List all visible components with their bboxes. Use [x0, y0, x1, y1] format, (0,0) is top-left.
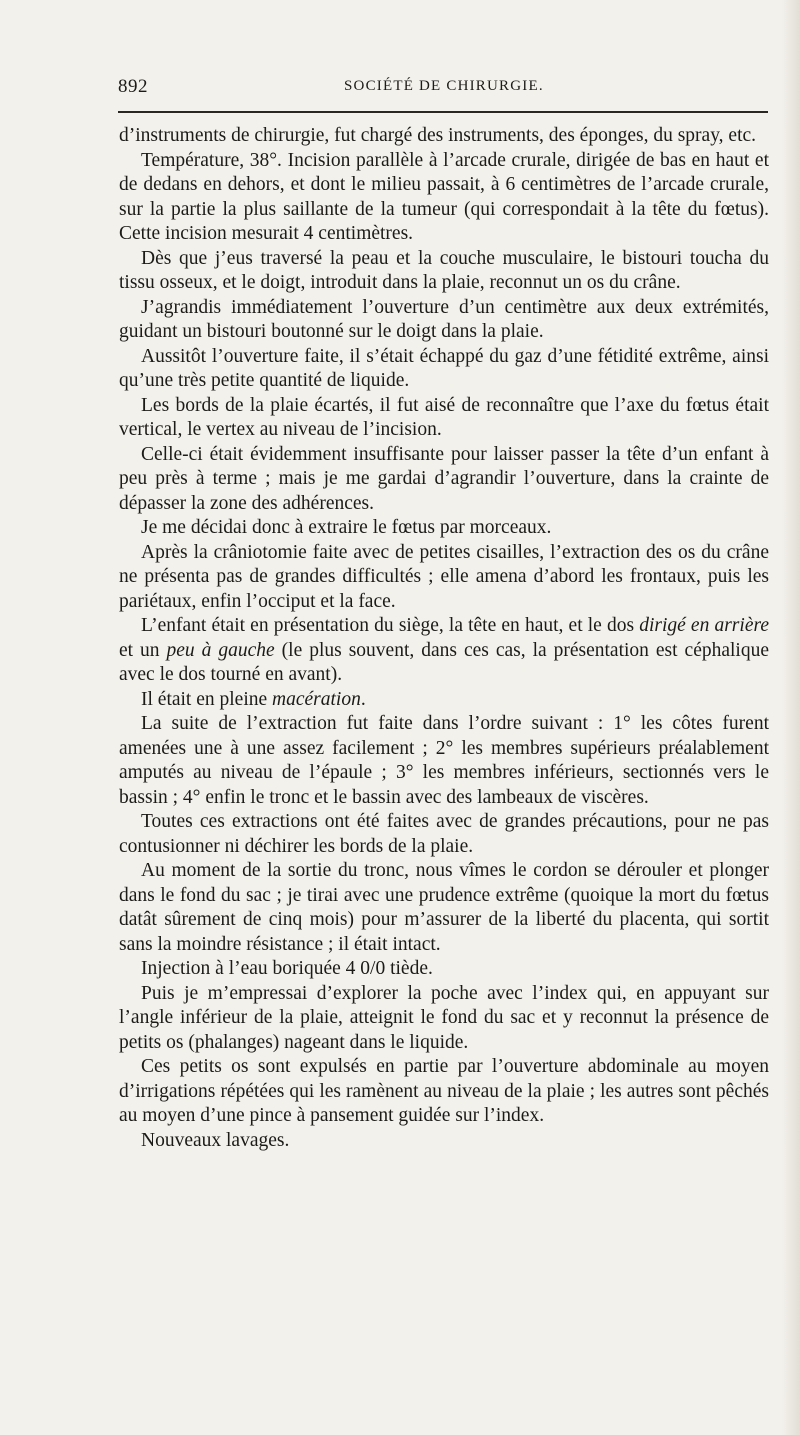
italic-text: macération — [272, 688, 361, 710]
running-title: SOCIÉTÉ DE CHIRURGIE. — [344, 78, 544, 94]
page-header — [118, 76, 768, 100]
paragraph: Après la crâniotomie faite avec de petites cisailles, l’extraction des os du crâne ne présenta pas de grandes difficultés ; elle amena d’abord les frontaux, puis les pariétaux, enfin l’occiput et la face. — [119, 541, 769, 612]
paragraph-continued: d’instruments de chirurgie, fut chargé des instruments, des éponges, du spray, etc. — [119, 125, 757, 146]
italic-text: dirigé en arrière — [639, 615, 769, 636]
paragraph: Dès que j’eus traversé la peau et la couche musculaire, le bistouri toucha du tissu osseux, et le doigt, introduit dans la plaie, reconnut un os du crâne. — [119, 247, 769, 293]
paragraph: Puis je m’empressai d’explorer la poche avec l’index qui, en appuyant sur l’angle inférieur de la plaie, atteignit le fond du sac et y reconnut la présence de petits os (phalanges) nageant dans le liquide. — [119, 982, 769, 1053]
paragraph: Aussitôt l’ouverture faite, il s’était échappé du gaz d’une fétidité extrême, ainsi qu’une très petite quantité de liquide. — [119, 345, 769, 391]
paragraph: La suite de l’extraction fut faite dans l’ordre suivant : 1° les côtes furent amenées une à une assez facilement ; 2° les membres supérieurs préalablement amputés au niveau de l’épaule ; 3° les membres inférieurs, sectionnés vers le bassin ; 4° enfin le tronc et le bassin avec des lambeaux de viscères. — [119, 713, 769, 808]
paragraph: Celle-ci était évidemment insuffisante pour laisser passer la tête d’un enfant à peu près à terme ; mais je me gardai d’agrandir l’ouverture, dans la crainte de dépasser la zone des adhérences. — [119, 443, 769, 514]
paragraph — [119, 614, 769, 688]
italic-text: peu à gauche — [166, 639, 275, 661]
paragraph: Injection à l’eau boriquée 4 0/0 tiède. — [141, 958, 433, 979]
text-run: L’enfant était en présentation du siège, la tête en haut, et le dos — [141, 615, 640, 636]
text-run: et un — [119, 639, 167, 661]
paragraph — [119, 688, 769, 713]
paragraph: Les bords de la plaie écartés, il fut aisé de reconnaître que l’axe du fœtus était vertical, le vertex au niveau de l’incision. — [119, 394, 769, 440]
paragraph: Au moment de la sortie du tronc, nous vîmes le cordon se dérouler et plonger dans le fond du sac ; je tirai avec une prudence extrême (quoique la mort du fœtus datât sûrement de cinq mois) pour m’assurer de la liberté du placenta, qui sortit sans la moindre résistance ; il était intact. — [119, 860, 769, 955]
text-run: . — [360, 688, 366, 710]
page-number: 892 — [118, 76, 148, 97]
text-run: Il était en pleine — [141, 688, 273, 710]
header-rule — [118, 111, 768, 113]
paragraph: J’agrandis immédiatement l’ouverture d’un centimètre aux deux extrémités, guidant un bistouri boutonné sur le doigt dans la plaie. — [119, 296, 769, 342]
paragraph: Nouveaux lavages. — [141, 1129, 290, 1151]
paragraph: Température, 38°. Incision parallèle à l’arcade crurale, dirigée de bas en haut et de dedans en dehors, et dont le milieu passait, à 6 centimètres de l’arcade crurale, sur la partie la plus saillante de la tumeur (qui correspondait à la tête du fœtus). Cette incision mesurait 4 centimètres. — [119, 149, 769, 244]
text-run: (le plus souvent, dans ces cas, la présentation est céphalique avec le dos tourné en avant). — [119, 639, 769, 685]
page-edge-shadow — [782, 0, 800, 1435]
body-text — [119, 124, 769, 1153]
paragraph: Ces petits os sont expulsés en partie par l’ouverture abdominale au moyen d’irrigations répétées qui les ramènent au niveau de la plaie ; les autres sont pêchés au moyen d’une pince à pansement guidée sur l’index. — [119, 1056, 769, 1126]
paragraph: Je me décidai donc à extraire le fœtus par morceaux. — [141, 517, 552, 538]
paragraph: Toutes ces extractions ont été faites avec de grandes précautions, pour ne pas contusionner ni déchirer les bords de la plaie. — [119, 811, 769, 857]
